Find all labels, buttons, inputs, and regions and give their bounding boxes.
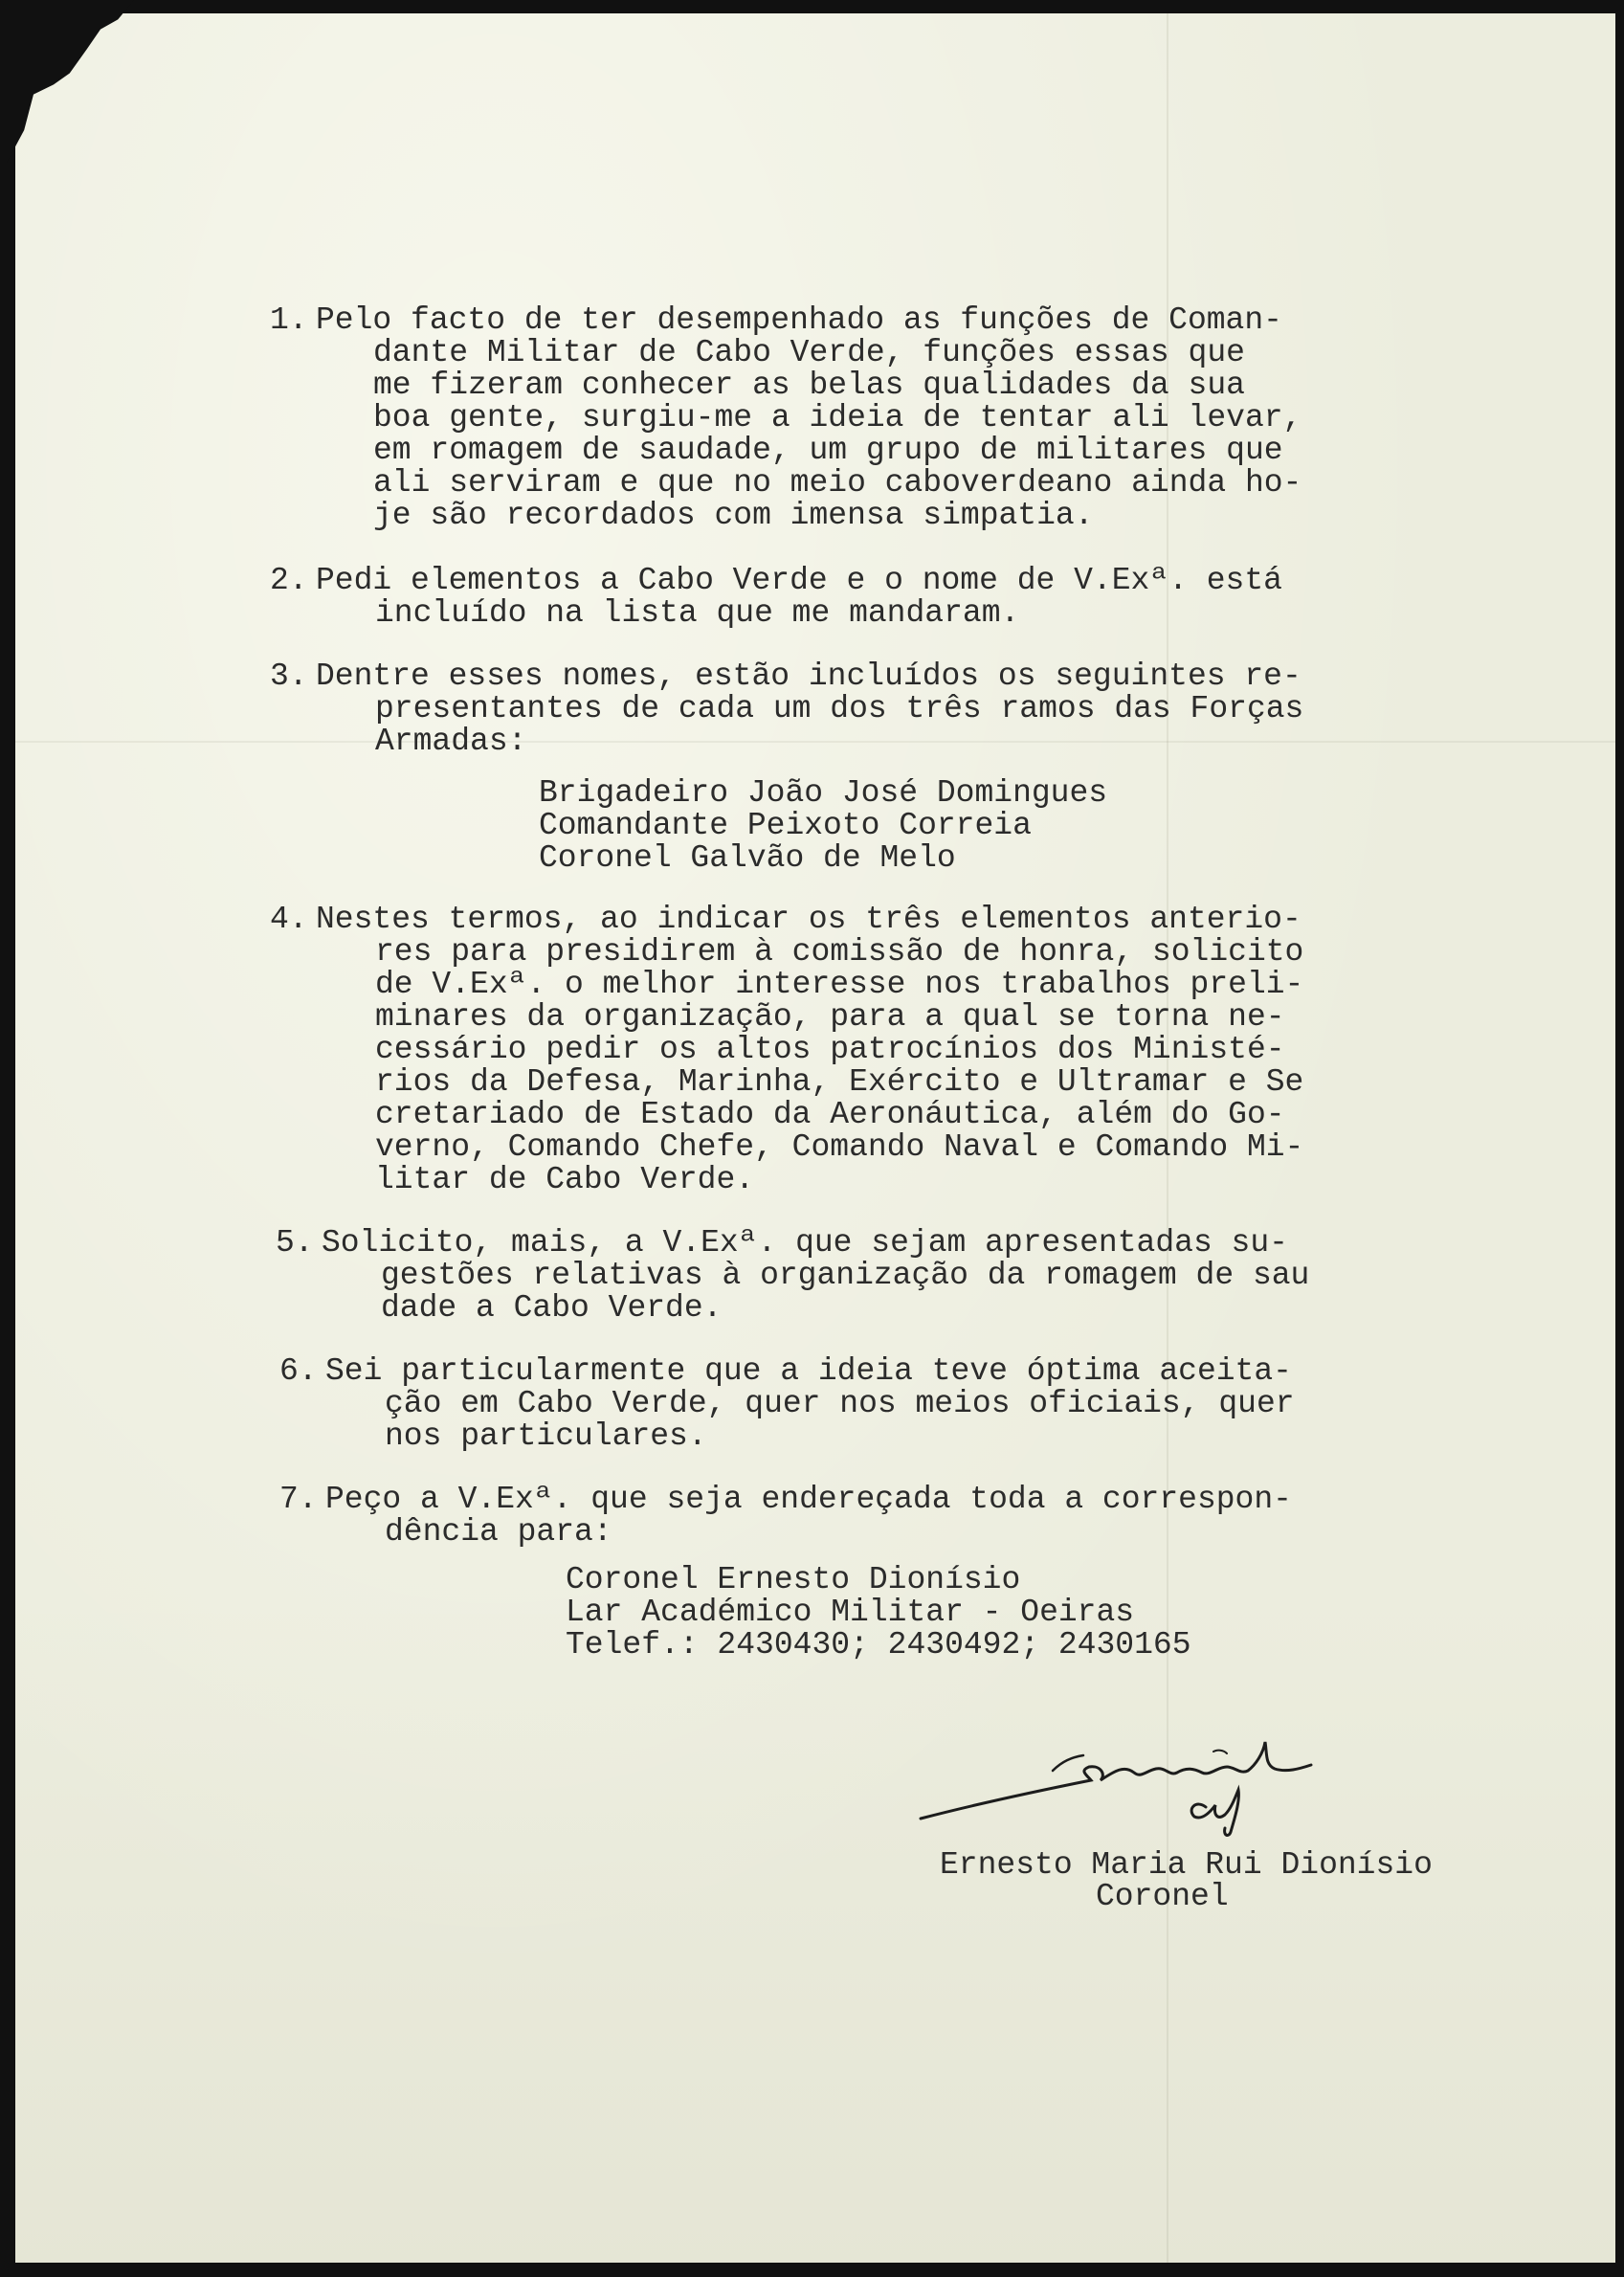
paragraph-line: nos particulares. — [385, 1418, 707, 1454]
paragraph-line: Sei particularmente que a ideia teve óptima aceita- — [325, 1353, 1292, 1389]
paragraph-number: 7. — [279, 1482, 318, 1517]
paragraph-line: me fizeram conhecer as belas qualidades da sua — [373, 368, 1245, 403]
paragraph-line: res para presidirem à comissão de honra, solicito — [375, 934, 1304, 970]
paragraph-line: ção em Cabo Verde, quer nos meios oficiais, quer — [385, 1386, 1295, 1421]
paragraph-line: presentantes de cada um dos três ramos das Forças — [375, 691, 1304, 726]
paragraph-number: 4. — [270, 902, 308, 937]
paragraph-5 — [276, 1225, 1393, 1326]
paragraph-line: ali serviram e que no meio caboverdeano ainda ho- — [373, 465, 1302, 501]
paragraph-line: Dentre esses nomes, estão incluídos os seguintes re- — [316, 659, 1301, 694]
representative-name: Brigadeiro João José Domingues — [539, 775, 1108, 811]
signatory-rank: Coronel — [1096, 1879, 1229, 1914]
paragraph-line: boa gente, surgiu-me a ideia de tentar ali levar, — [373, 400, 1302, 435]
paragraph-line: em romagem de saudade, um grupo de militares que — [373, 433, 1283, 468]
paragraph-line: dência para: — [385, 1514, 612, 1550]
paragraph-line: dade a Cabo Verde. — [381, 1290, 723, 1326]
paragraph-line: je são recordados com imensa simpatia. — [373, 498, 1094, 533]
paragraph-line: Armadas: — [375, 724, 527, 759]
paragraph-line: cretariado de Estado da Aeronáutica, além do Go- — [375, 1097, 1285, 1132]
contact-line: Telef.: 2430430; 2430492; 2430165 — [566, 1627, 1191, 1663]
signatory-name: Ernesto Maria Rui Dionísio — [940, 1847, 1433, 1883]
paragraph-4 — [270, 902, 1388, 1197]
paragraph-1 — [270, 302, 1388, 533]
paragraph-line: dante Militar de Cabo Verde, funções essas que — [373, 335, 1245, 370]
paragraph-line: litar de Cabo Verde. — [375, 1162, 755, 1197]
paragraph-line: Solicito, mais, a V.Exª. que sejam apresentadas su- — [322, 1225, 1288, 1261]
paragraph-2 — [270, 563, 1388, 631]
paragraph-line: Nestes termos, ao indicar os três elementos anterio- — [316, 902, 1301, 937]
paragraph-line: Peço a V.Exª. que seja endereçada toda a correspon- — [325, 1482, 1292, 1517]
contact-block — [566, 1564, 1331, 1662]
paragraph-line: minares da organização, para a qual se torna ne- — [375, 999, 1285, 1035]
paragraph-3 — [270, 659, 1388, 759]
paragraph-number: 5. — [276, 1225, 314, 1261]
paragraph-line: verno, Comando Chefe, Comando Naval e Comando Mi- — [375, 1129, 1304, 1165]
paragraph-line: Pedi elementos a Cabo Verde e o nome de V.Exª. está — [316, 563, 1282, 598]
paragraph-line: rios da Defesa, Marinha, Exército e Ultramar e Se — [375, 1064, 1304, 1100]
contact-line: Coronel Ernesto Dionísio — [566, 1562, 1021, 1597]
representative-name: Coronel Galvão de Melo — [539, 840, 956, 876]
paragraph-line: incluído na lista que me mandaram. — [375, 595, 1020, 631]
contact-line: Lar Académico Militar - Oeiras — [566, 1595, 1135, 1630]
paragraph-line: de V.Exª. o melhor interesse nos trabalhos preli- — [375, 967, 1304, 1002]
paragraph-number: 2. — [270, 563, 308, 598]
paragraph-line: Pelo facto de ter desempenhado as funções de Coman- — [316, 302, 1282, 338]
paragraph-number: 1. — [270, 302, 308, 338]
paragraph-line: gestões relativas à organização da romagem de sau — [381, 1258, 1310, 1293]
paragraph-7 — [279, 1482, 1397, 1550]
representative-name: Comandante Peixoto Correia — [539, 808, 1032, 843]
paragraph-number: 3. — [270, 659, 308, 694]
paragraph-line: cessário pedir os altos patrocínios dos Ministé- — [375, 1032, 1285, 1067]
representatives-list — [539, 777, 1304, 875]
paragraph-number: 6. — [279, 1353, 318, 1389]
paragraph-6 — [279, 1353, 1397, 1454]
